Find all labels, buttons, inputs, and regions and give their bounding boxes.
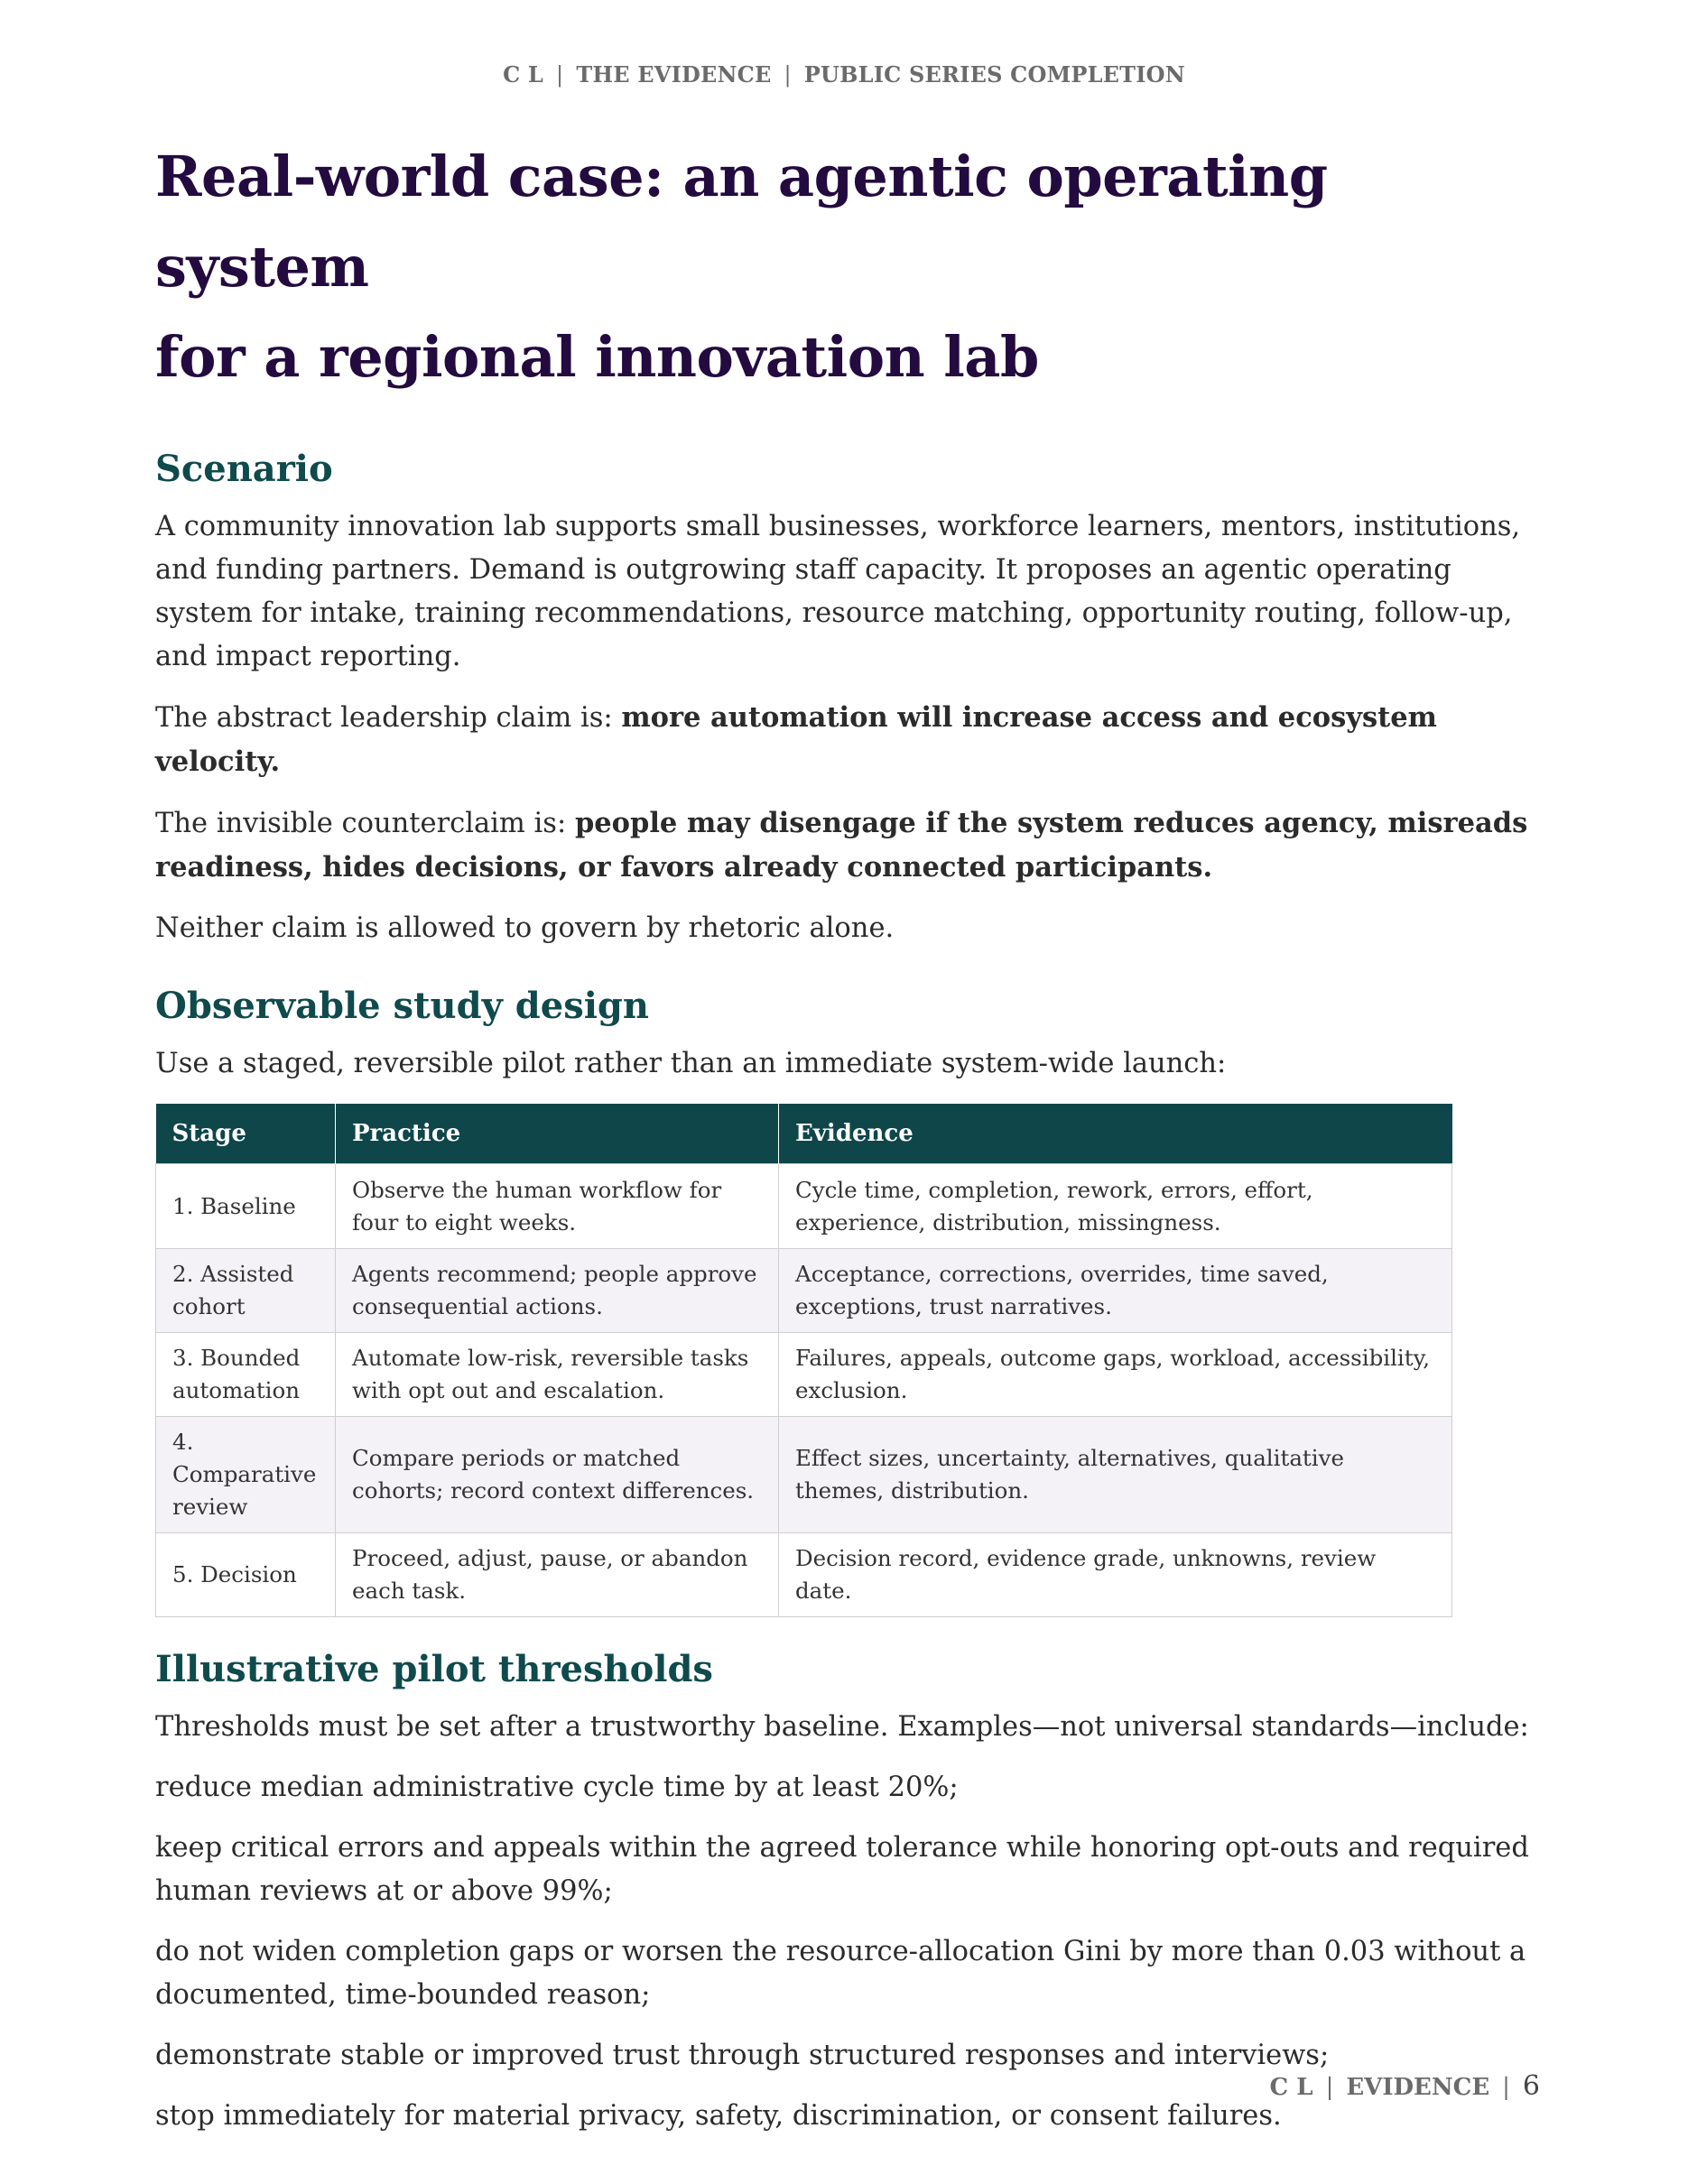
table-header-row — [156, 1104, 1452, 1164]
threshold-item: stop immediately for material privacy, safety, discrimination, or consent failures. — [155, 2100, 1282, 2132]
neither-claim: Neither claim is allowed to govern by rhetoric alone. — [155, 912, 895, 944]
footer-separator: | — [1502, 2074, 1510, 2101]
table-row — [156, 1333, 1452, 1417]
stage-cell: 1. Baseline — [156, 1164, 336, 1249]
counterclaim-bold: people may disengage if the system reduces agency, misreads readiness, hides decisions, or favors already connected participants. — [155, 807, 1528, 884]
evidence-cell: Decision record, evidence grade, unknowns, review date. — [779, 1533, 1452, 1617]
scenario-heading: Scenario — [155, 448, 333, 490]
page-title-line-2: for a regional innovation lab — [155, 324, 1039, 390]
threshold-item: keep critical errors and appeals within the agreed tolerance while honoring opt-outs and required human reviews at or above 99%; — [155, 1832, 1529, 1907]
footer-initials: C L — [1269, 2074, 1313, 2101]
study-design-heading: Observable study design — [155, 985, 649, 1027]
page-footer — [1270, 2070, 1540, 2102]
practice-cell: Observe the human workflow for four to eight weeks. — [336, 1164, 779, 1249]
table-row — [156, 1249, 1452, 1333]
page-title — [155, 132, 1545, 403]
threshold-item: do not widen completion gaps or worsen the resource-allocation Gini by more than 0.03 without a documented, time-bounded reason; — [155, 1936, 1526, 2011]
thresholds-heading: Illustrative pilot thresholds — [155, 1648, 713, 1690]
header-initials: C L — [503, 61, 544, 88]
table-row — [156, 1417, 1452, 1533]
leadership-claim-prefix: The abstract leadership claim is: — [155, 702, 622, 734]
stage-cell: 5. Decision — [156, 1533, 336, 1617]
practice-cell: Automate low-risk, reversible tasks with opt out and escalation. — [336, 1333, 779, 1417]
counterclaim — [155, 801, 1545, 890]
page-title-line-1: Real-world case: an agentic operating system — [155, 143, 1328, 300]
evidence-cell: Effect sizes, uncertainty, alternatives, qualitative themes, distribution. — [779, 1417, 1452, 1533]
stage-cell: 2. Assisted cohort — [156, 1249, 336, 1333]
column-header-evidence: Evidence — [779, 1104, 1452, 1164]
header-separator: | — [556, 62, 564, 88]
study-design-intro: Use a staged, reversible pilot rather than an immediate system-wide launch: — [155, 1048, 1227, 1079]
running-header — [0, 61, 1688, 88]
footer-section: EVIDENCE — [1346, 2074, 1490, 2101]
stages-table — [155, 1104, 1452, 1617]
threshold-item: reduce median administrative cycle time by at least 20%; — [155, 1772, 959, 1803]
practice-cell: Agents recommend; people approve consequential actions. — [336, 1249, 779, 1333]
column-header-practice: Practice — [336, 1104, 779, 1164]
threshold-item: demonstrate stable or improved trust through structured responses and interviews; — [155, 2040, 1330, 2071]
counterclaim-prefix: The invisible counterclaim is: — [155, 808, 575, 839]
stage-cell: 4. Comparative review — [156, 1417, 336, 1533]
evidence-cell: Acceptance, corrections, overrides, time saved, exceptions, trust narratives. — [779, 1249, 1452, 1333]
column-header-stage: Stage — [156, 1104, 336, 1164]
header-section: THE EVIDENCE — [576, 61, 772, 88]
footer-separator: | — [1325, 2074, 1334, 2101]
header-series: PUBLIC SERIES COMPLETION — [803, 61, 1185, 88]
page-number: 6 — [1522, 2070, 1540, 2102]
header-separator: | — [784, 62, 792, 88]
scenario-intro: A community innovation lab supports small businesses, workforce learners, mentors, institutions, and funding partners. Demand is outgrowing staff capacity. It proposes an agentic operating system for intake, training recommendations, resource matching, opportunity routing, follow-up, and impact reporting. — [155, 511, 1521, 672]
evidence-cell: Cycle time, completion, rework, errors, effort, experience, distribution, missingness. — [779, 1164, 1452, 1249]
evidence-cell: Failures, appeals, outcome gaps, workload, accessibility, exclusion. — [779, 1333, 1452, 1417]
page-content — [155, 132, 1545, 2138]
practice-cell: Proceed, adjust, pause, or abandon each task. — [336, 1533, 779, 1617]
thresholds-intro: Thresholds must be set after a trustworthy baseline. Examples—not universal standards—include: — [155, 1711, 1529, 1743]
leadership-claim-bold: more automation will increase access and ecosystem velocity. — [155, 701, 1437, 778]
table-row — [156, 1164, 1452, 1249]
stage-cell: 3. Bounded automation — [156, 1333, 336, 1417]
table-row — [156, 1533, 1452, 1617]
practice-cell: Compare periods or matched cohorts; record context differences. — [336, 1417, 779, 1533]
leadership-claim — [155, 696, 1545, 784]
